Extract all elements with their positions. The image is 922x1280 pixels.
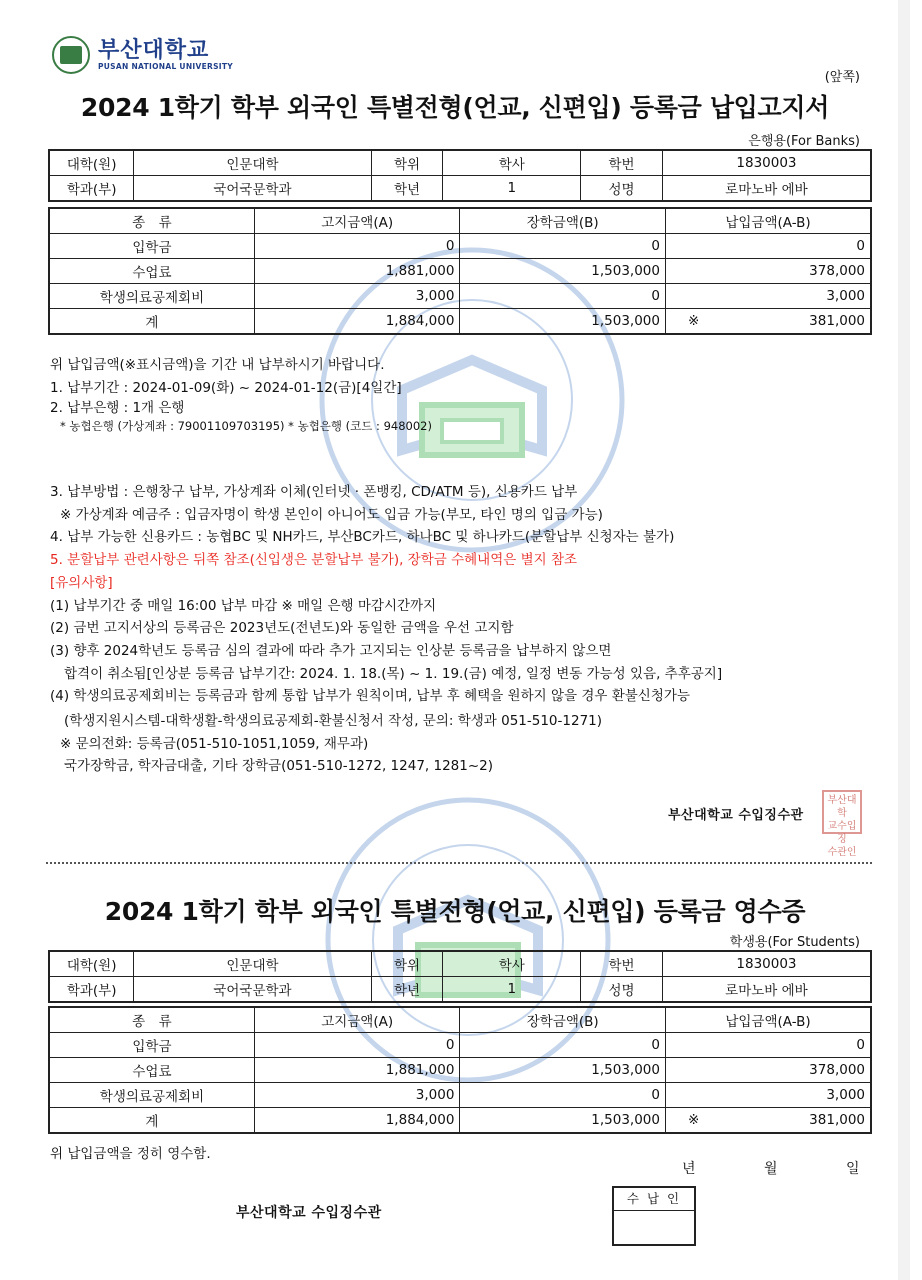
fee-type: 계 bbox=[49, 309, 254, 335]
cut-line bbox=[46, 862, 872, 864]
dept-value: 국어국문학과 bbox=[134, 176, 371, 202]
fee-header: 장학금액(B) bbox=[460, 208, 666, 234]
receipt-fee-table bbox=[48, 1006, 872, 1134]
note-line: 1. 납부기간 : 2024-01-09(화) ~ 2024-01-12(금)[4일간] bbox=[50, 379, 402, 396]
college-value: 인문대학 bbox=[134, 951, 371, 977]
date-year-label: 년 bbox=[682, 1161, 696, 1177]
receipt-signer: 부산대학교 수입징수관 bbox=[236, 1205, 382, 1221]
fee-header: 종 류 bbox=[49, 208, 254, 234]
student-info-table bbox=[48, 149, 872, 202]
fee-payment: 378,000 bbox=[665, 1058, 871, 1083]
fee-type: 계 bbox=[49, 1108, 254, 1134]
fee-scholarship: 0 bbox=[460, 234, 666, 259]
receipt-stamp-box bbox=[612, 1186, 696, 1246]
year-value: 1 bbox=[443, 977, 581, 1003]
notice-title: 2024 1학기 학부 외국인 특별전형(언교, 신편입) 등록금 납입고지서 bbox=[80, 93, 830, 122]
payment-mark: ※ bbox=[687, 313, 700, 329]
fee-header: 장학금액(B) bbox=[460, 1007, 666, 1033]
receipt-confirm: 위 납입금액을 정히 영수함. bbox=[50, 1146, 211, 1162]
fee-payment: 3,000 bbox=[665, 1083, 871, 1108]
fee-billed: 0 bbox=[254, 1033, 460, 1058]
note-line: (2) 금번 고지서상의 등록금은 2023년도(전년도)와 동일한 금액을 우선 고지함 bbox=[50, 620, 514, 637]
note-line: 합격이 취소됨[인상분 등록금 납부기간: 2024. 1. 18.(목) ~ 1. 19.(금) 예정, 일정 변동 가능성 있음, 추후공지] bbox=[64, 665, 723, 682]
dept-label: 학과(부) bbox=[49, 977, 134, 1003]
university-emblem-icon bbox=[52, 36, 90, 74]
note-line: ※ 문의전화: 등록금(051-510-1051,1059, 재무과) bbox=[60, 735, 369, 752]
university-logo bbox=[52, 36, 233, 74]
payment-notes-2 bbox=[50, 481, 722, 778]
fee-scholarship: 1,503,000 bbox=[460, 309, 666, 335]
official-seal: 부산대학 교수입징 수관인 bbox=[822, 790, 862, 834]
year-label: 학년 bbox=[371, 977, 443, 1003]
dept-value: 국어국문학과 bbox=[134, 977, 371, 1003]
date-month-label: 월 bbox=[764, 1161, 778, 1177]
fee-payment-value: 381,000 bbox=[809, 313, 865, 329]
fee-payment: 0 bbox=[665, 1033, 871, 1058]
degree-label: 학위 bbox=[371, 951, 443, 977]
fee-billed: 0 bbox=[254, 234, 460, 259]
year-value: 1 bbox=[443, 176, 581, 202]
fee-payment: 3,000 bbox=[665, 284, 871, 309]
fee-header: 고지금액(A) bbox=[254, 1007, 460, 1033]
note-line: (1) 납부기간 중 매일 16:00 납부 마감 ※ 매일 은행 마감시간까지 bbox=[50, 597, 437, 614]
student-id-value: 1830003 bbox=[662, 150, 871, 176]
fee-billed: 3,000 bbox=[254, 1083, 460, 1108]
fee-row bbox=[49, 259, 871, 284]
fee-type: 입학금 bbox=[49, 234, 254, 259]
student-id-value: 1830003 bbox=[662, 951, 871, 977]
name-label: 성명 bbox=[581, 176, 663, 202]
receipt-student-info-table bbox=[48, 950, 872, 1003]
year-label: 학년 bbox=[371, 176, 443, 202]
note-line: ※ 가상계좌 예금주 : 입금자명이 학생 본인이 아니어도 입금 가능(부모, 타인 명의 입금 가능) bbox=[60, 506, 603, 523]
fee-billed: 1,881,000 bbox=[254, 1058, 460, 1083]
fee-scholarship: 1,503,000 bbox=[460, 1058, 666, 1083]
name-value: 로마노바 에바 bbox=[662, 176, 871, 202]
fee-total-row bbox=[49, 309, 871, 335]
fee-row bbox=[49, 1033, 871, 1058]
college-label: 대학(원) bbox=[49, 150, 134, 176]
notice-usage-label: 은행용(For Banks) bbox=[748, 134, 860, 149]
university-name-en: PUSAN NATIONAL UNIVERSITY bbox=[98, 61, 234, 71]
fee-total-row bbox=[49, 1108, 871, 1134]
name-value: 로마노바 에바 bbox=[662, 977, 871, 1003]
page-edge bbox=[898, 0, 910, 1280]
notice-signer: 부산대학교 수입징수관 bbox=[668, 808, 804, 823]
fee-billed: 1,881,000 bbox=[254, 259, 460, 284]
note-line: (3) 향후 2024학년도 등록금 심의 결과에 따라 추가 고지되는 인상분 등록금을 납부하지 않으면 bbox=[50, 642, 612, 659]
student-id-label: 학번 bbox=[581, 951, 663, 977]
college-label: 대학(원) bbox=[49, 951, 134, 977]
college-value: 인문대학 bbox=[134, 150, 371, 176]
fee-row bbox=[49, 234, 871, 259]
university-name-ko: 부산대학교 bbox=[98, 37, 210, 63]
note-heading-caution: [유의사항] bbox=[50, 574, 113, 591]
note-line: * 농협은행 (가상계좌 : 79001109703195) * 농협은행 (코드 : 948002) bbox=[60, 419, 432, 434]
fee-type: 학생의료공제회비 bbox=[49, 284, 254, 309]
fee-payment-total bbox=[665, 1108, 871, 1134]
name-label: 성명 bbox=[581, 977, 663, 1003]
front-side-label: (앞쪽) bbox=[824, 70, 860, 85]
fee-header-row bbox=[49, 208, 871, 234]
fee-type: 수업료 bbox=[49, 259, 254, 284]
fee-table bbox=[48, 207, 872, 335]
fee-type: 입학금 bbox=[49, 1033, 254, 1058]
fee-billed: 3,000 bbox=[254, 284, 460, 309]
fee-scholarship: 1,503,000 bbox=[460, 1108, 666, 1134]
fee-header: 납입금액(A-B) bbox=[665, 208, 871, 234]
note-line: 2. 납부은행 : 1개 은행 bbox=[50, 400, 185, 417]
fee-scholarship: 0 bbox=[460, 1083, 666, 1108]
date-day-label: 일 bbox=[846, 1161, 860, 1177]
note-line-warning: 5. 분할납부 관련사항은 뒤쪽 참조(신입생은 분할납부 불가), 장학금 수혜내역은 별지 참조 bbox=[50, 552, 578, 569]
note-line: (학생지원시스템-대학생활-학생의료공제회-환불신청서 작성, 문의: 학생과 051-510-1271) bbox=[64, 713, 603, 730]
fee-type: 학생의료공제회비 bbox=[49, 1083, 254, 1108]
degree-value: 학사 bbox=[443, 150, 581, 176]
stamp-box-label: 수 납 인 bbox=[614, 1188, 694, 1211]
receipt-usage-label: 학생용(For Students) bbox=[729, 935, 860, 950]
note-line: 3. 납부방법 : 은행창구 납부, 가상계좌 이체(인터넷 · 폰뱅킹, CD/ATM 등), 신용카드 납부 bbox=[50, 484, 578, 500]
receipt-title: 2024 1학기 학부 외국인 특별전형(언교, 신편입) 등록금 영수증 bbox=[104, 897, 806, 926]
fee-billed: 1,884,000 bbox=[254, 1108, 460, 1134]
fee-header: 납입금액(A-B) bbox=[665, 1007, 871, 1033]
note-line: 4. 납부 가능한 신용카드 : 농협BC 및 NH카드, 부산BC카드, 하나BC 및 하나카드(분할납부 신청자는 불가) bbox=[50, 529, 675, 546]
student-id-label: 학번 bbox=[581, 150, 663, 176]
fee-payment: 0 bbox=[665, 234, 871, 259]
payment-notes bbox=[50, 354, 432, 435]
fee-payment: 378,000 bbox=[665, 259, 871, 284]
dept-label: 학과(부) bbox=[49, 176, 134, 202]
fee-row bbox=[49, 1083, 871, 1108]
note-line: 국가장학금, 학자금대출, 기타 장학금(051-510-1272, 1247, 1281~2) bbox=[64, 758, 494, 775]
fee-row bbox=[49, 284, 871, 309]
fee-type: 수업료 bbox=[49, 1058, 254, 1083]
degree-label: 학위 bbox=[371, 150, 443, 176]
fee-payment-value: 381,000 bbox=[809, 1112, 865, 1128]
fee-header: 종 류 bbox=[49, 1007, 254, 1033]
fee-row bbox=[49, 1058, 871, 1083]
degree-value: 학사 bbox=[443, 951, 581, 977]
fee-header-row bbox=[49, 1007, 871, 1033]
fee-scholarship: 0 bbox=[460, 284, 666, 309]
fee-payment-total bbox=[665, 309, 871, 335]
note-line: (4) 학생의료공제회비는 등록금과 함께 통합 납부가 원칙이며, 납부 후 혜택을 원하지 않을 경우 환불신청가능 bbox=[50, 688, 690, 705]
fee-scholarship: 0 bbox=[460, 1033, 666, 1058]
fee-scholarship: 1,503,000 bbox=[460, 259, 666, 284]
fee-billed: 1,884,000 bbox=[254, 309, 460, 335]
fee-header: 고지금액(A) bbox=[254, 208, 460, 234]
payment-mark: ※ bbox=[687, 1112, 700, 1128]
note-line: 위 납입금액(※표시금액)을 기간 내 납부하시기 바랍니다. bbox=[50, 357, 385, 373]
